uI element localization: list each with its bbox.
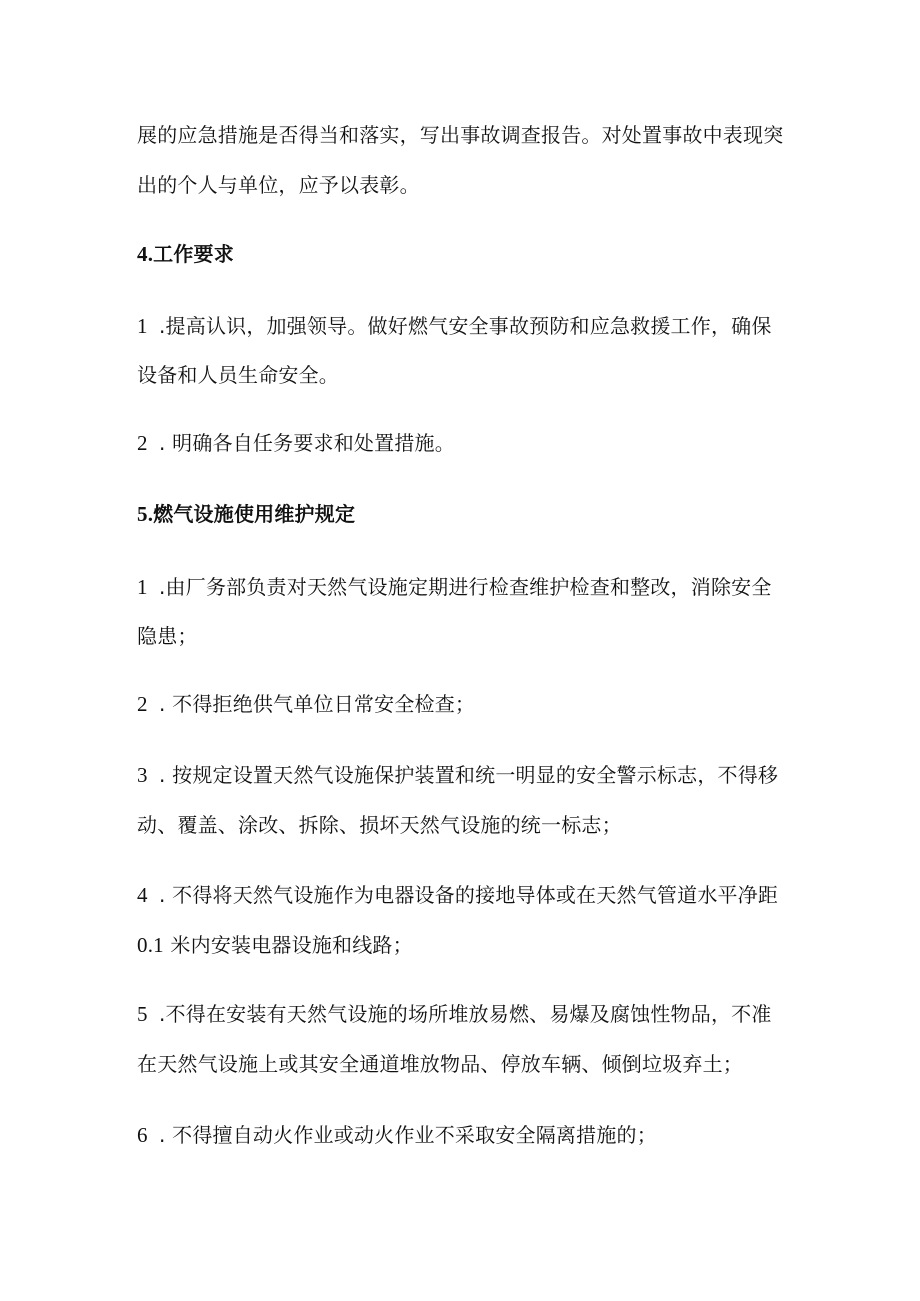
item-text: . 明确各自任务要求和处置措施。 <box>159 431 455 455</box>
section-heading-5 <box>137 500 355 528</box>
item-number: 1 <box>137 575 148 599</box>
section-heading-4 <box>137 240 234 268</box>
item-text: 隐患； <box>137 624 198 648</box>
heading-text: 燃气设施使用维护规定 <box>153 502 356 526</box>
paragraph-text: 展的应急措施是否得当和落实，写出事故调查报告。对处置事故中表现突 <box>137 123 784 147</box>
item-number: 5 <box>137 1002 148 1026</box>
list-item-maintenance-3 <box>137 761 778 789</box>
item-text: 米内安装电器设施和线路； <box>170 933 413 957</box>
item-text: 设备和人员生命安全。 <box>137 363 339 387</box>
item-text: .由厂务部负责对天然气设施定期进行检查维护检查和整改，消除安全 <box>159 575 772 599</box>
item-number: 4 <box>137 883 148 907</box>
list-item-maintenance-2 <box>137 690 475 718</box>
item-text: . 不得拒绝供气单位日常安全检查； <box>159 692 476 716</box>
item-number: 2 <box>137 692 148 716</box>
list-item-maintenance-1 <box>137 573 772 601</box>
item-text: .不得在安装有天然气设施的场所堆放易燃、易爆及腐蚀性物品，不准 <box>159 1002 772 1026</box>
item-text: 动、覆盖、涂改、拆除、损坏天然气设施的统一标志； <box>137 813 622 837</box>
paragraph-line <box>137 171 420 199</box>
item-text: . 不得将天然气设施作为电器设备的接地导体或在天然气管道水平净距 <box>159 883 779 907</box>
item-number: 3 <box>137 763 148 787</box>
heading-number: 4. <box>137 242 154 266</box>
item-text: .提高认识，加强领导。做好燃气安全事故预防和应急救援工作，确保 <box>159 314 772 338</box>
list-item-continuation <box>137 931 413 959</box>
list-item-continuation <box>137 622 198 650</box>
item-number: 6 <box>137 1123 148 1147</box>
list-item-continuation <box>137 811 622 839</box>
list-item-continuation <box>137 1050 743 1078</box>
heading-number: 5. <box>137 502 154 526</box>
list-item-requirement-1 <box>137 312 772 340</box>
paragraph-line <box>137 121 783 149</box>
list-item-requirement-2 <box>137 429 455 457</box>
item-text: . 不得擅自动火作业或动火作业不采取安全隔离措施的； <box>159 1123 657 1147</box>
heading-text: 工作要求 <box>153 242 234 266</box>
item-number: 1 <box>137 314 148 338</box>
paragraph-text: 出的个人与单位，应予以表彰。 <box>137 173 420 197</box>
list-item-maintenance-4 <box>137 881 778 909</box>
list-item-maintenance-5 <box>137 1000 772 1028</box>
distance-value: 0.1 <box>137 933 164 957</box>
item-number: 2 <box>137 431 148 455</box>
list-item-maintenance-6 <box>137 1121 657 1149</box>
item-text: . 按规定设置天然气设施保护装置和统一明显的安全警示标志，不得移 <box>159 763 779 787</box>
item-text: 在天然气设施上或其安全通道堆放物品、停放车辆、倾倒垃圾弃土； <box>137 1052 743 1076</box>
list-item-continuation <box>137 361 339 389</box>
